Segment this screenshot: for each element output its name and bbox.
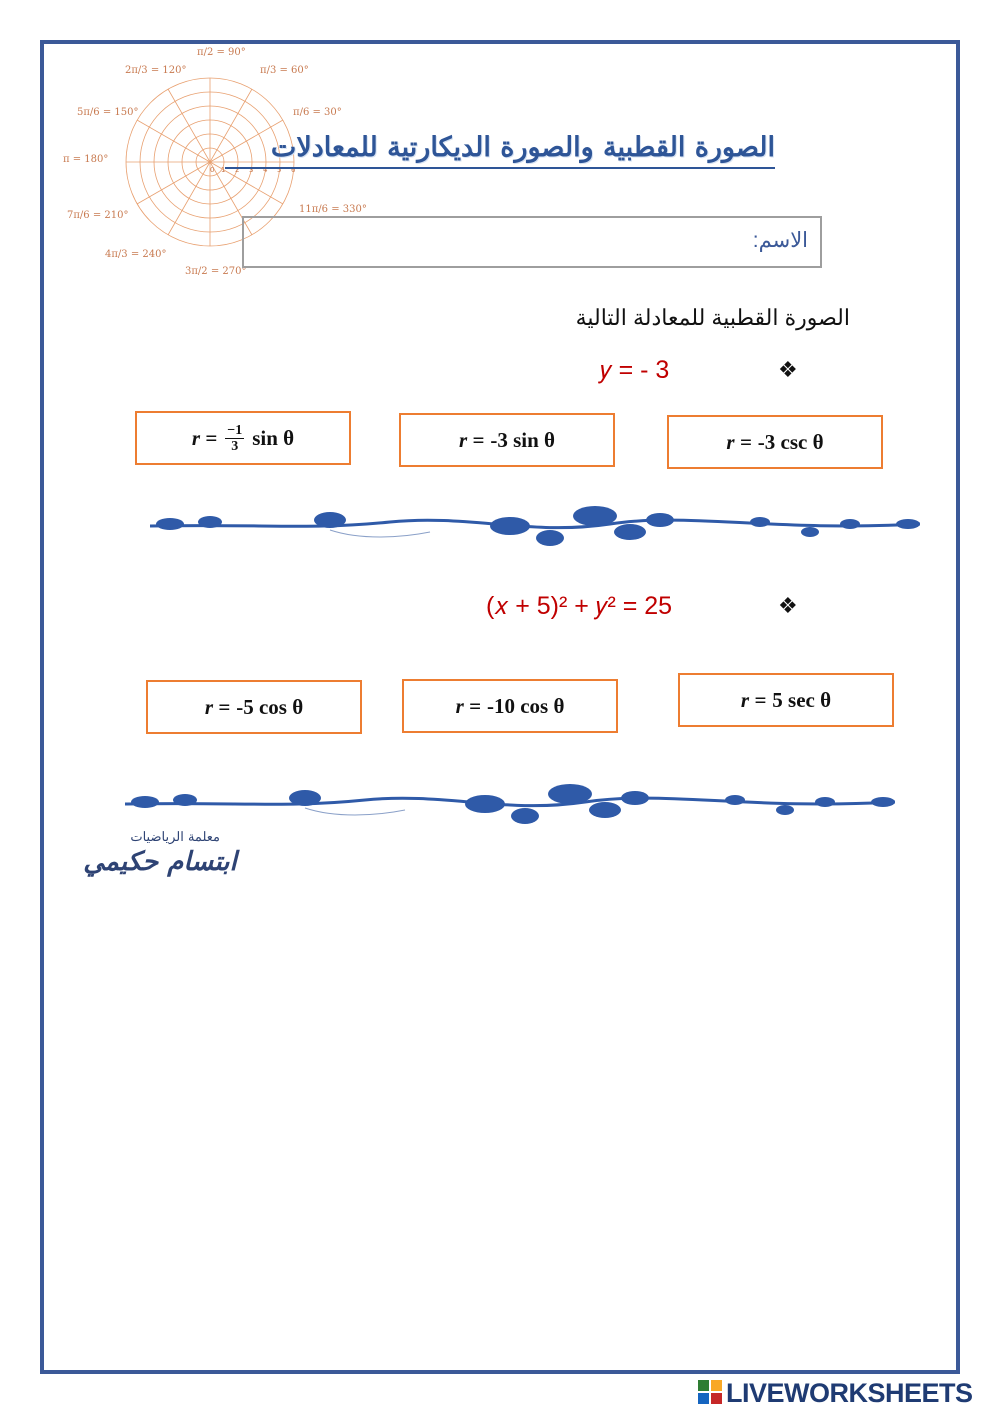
- option-r: r =: [458, 427, 485, 452]
- signature-line-1: معلمة الرياضيات: [130, 830, 220, 845]
- option-r: r =: [191, 425, 218, 450]
- angle-label: 5π/6 = 150°: [77, 107, 139, 118]
- signature-line-2: ابتسام حكيمي: [83, 847, 237, 877]
- angle-label: 7π/6 = 210°: [67, 210, 129, 221]
- fraction-denominator: 3: [231, 438, 239, 454]
- question-2-equation: (𝑥 + 5)² + 𝑦² = 25: [486, 592, 673, 620]
- question-1-equation: 𝑦 = - 3: [600, 356, 670, 384]
- option-expression: -5 cos θ: [236, 694, 304, 719]
- teacher-signature: [70, 830, 250, 877]
- option-expression: -10 cos θ: [486, 693, 565, 718]
- angle-label: π/6 = 30°: [293, 107, 342, 118]
- q2-option-3[interactable]: [678, 673, 894, 727]
- option-r: r =: [740, 687, 767, 712]
- angle-label: π/2 = 90°: [197, 47, 246, 58]
- angle-label: 11π/6 = 330°: [299, 204, 367, 215]
- q2-option-2[interactable]: [402, 679, 618, 733]
- option-expression: -3 csc θ: [757, 429, 824, 454]
- radius-label: 5: [277, 166, 282, 174]
- instruction-text: الصورة القطبية للمعادلة التالية: [575, 305, 850, 330]
- radius-label: 3: [249, 166, 254, 174]
- option-expression: sin θ: [252, 425, 295, 450]
- option-r: r =: [455, 693, 481, 718]
- name-field[interactable]: [242, 216, 822, 268]
- question-1-bullet: ❖: [778, 358, 798, 383]
- radius-label: 6: [291, 166, 296, 174]
- q2-option-1[interactable]: [146, 680, 362, 734]
- radius-label: 2: [235, 166, 240, 174]
- radius-label: 0: [210, 166, 215, 174]
- radius-label: 4: [263, 166, 268, 174]
- floral-divider: [150, 502, 920, 554]
- name-label: الاسم:: [752, 229, 808, 252]
- angle-label: π/3 = 60°: [260, 65, 309, 76]
- angle-label: 3π/2 = 270°: [185, 266, 247, 277]
- q1-option-1[interactable]: [135, 411, 351, 465]
- option-r: r =: [204, 694, 231, 719]
- footer-brand[interactable]: LIVEWORKSHEETS: [726, 1378, 973, 1408]
- liveworksheets-logo-icon: [698, 1380, 722, 1404]
- page-title: الصورة القطبية والصورة الديكارتية للمعادلات: [225, 132, 775, 169]
- floral-divider: [125, 780, 895, 832]
- radius-label: 1: [221, 166, 226, 174]
- angle-label: 2π/3 = 120°: [125, 65, 187, 76]
- q1-option-3[interactable]: [667, 415, 883, 469]
- fraction-numerator: −1: [227, 422, 243, 438]
- angle-label: 4π/3 = 240°: [105, 249, 167, 260]
- option-expression: 5 sec θ: [772, 687, 832, 712]
- option-r: r =: [726, 429, 752, 454]
- option-expression: -3 sin θ: [490, 427, 556, 452]
- angle-label: π = 180°: [63, 154, 109, 165]
- q1-option-2[interactable]: [399, 413, 615, 467]
- question-2-bullet: ❖: [778, 594, 798, 619]
- fraction: [225, 423, 244, 454]
